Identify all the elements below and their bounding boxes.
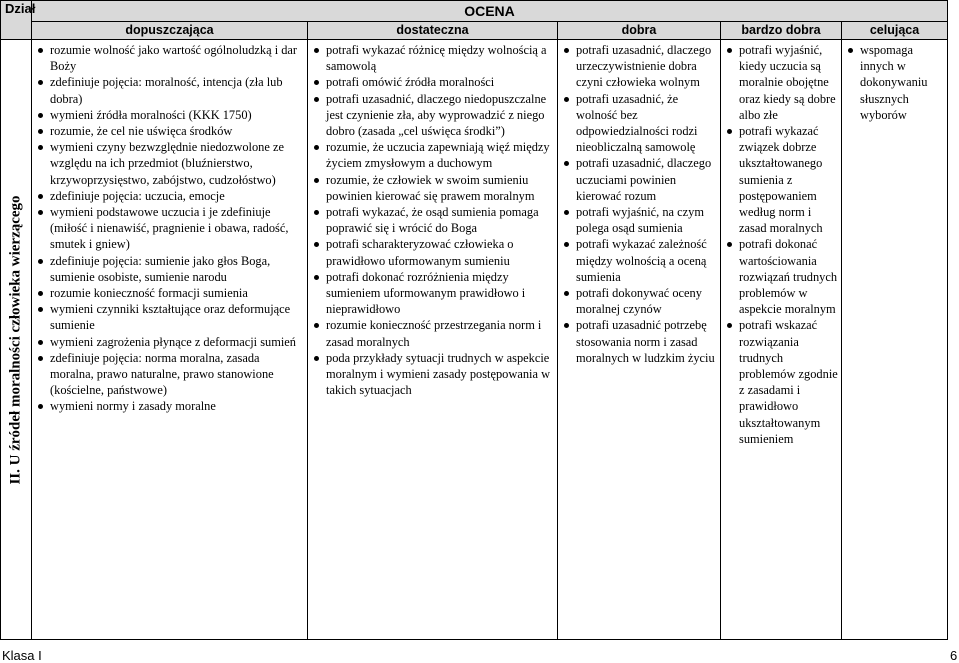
list-item: potrafi wykazać, że osąd sumienia pomaga poprawić się i wrócić do Boga bbox=[314, 204, 555, 236]
column-celujaca bbox=[842, 40, 948, 640]
list-item: potrafi uzasadnić potrzebę stosowania norm i zasad moralnych w ludzkim życiu bbox=[564, 317, 718, 366]
list-item: wymieni zagrożenia płynące z deformacji sumień bbox=[38, 334, 305, 350]
list-item: potrafi wykazać różnicę między wolnością a samowolą bbox=[314, 42, 555, 74]
list-item: potrafi wykazać związek dobrze ukształtowanego sumienia z postępowaniem według norm i zasad moralnych bbox=[727, 123, 839, 236]
list-dostateczna bbox=[308, 42, 557, 398]
column-dostateczna bbox=[308, 40, 558, 640]
section-title: II. U źródeł moralności człowieka wierzącego bbox=[7, 194, 24, 485]
footer-class-label: Klasa I bbox=[2, 648, 42, 663]
list-item: potrafi wyjaśnić, na czym polega osąd sumienia bbox=[564, 204, 718, 236]
list-item: potrafi wyjaśnić, kiedy uczucia są moralnie obojętne oraz kiedy są dobre albo złe bbox=[727, 42, 839, 123]
list-item: potrafi dokonać rozróżnienia między sumieniem uformowanym prawidłowo i nieprawidłowo bbox=[314, 269, 555, 318]
list-item: rozumie konieczność formacji sumienia bbox=[38, 285, 305, 301]
list-item: rozumie, że uczucia zapewniają więź między życiem zmysłowym a duchowym bbox=[314, 139, 555, 171]
column-dobra bbox=[558, 40, 721, 640]
dzial-header: Dział bbox=[1, 1, 32, 40]
list-item: zdefiniuje pojęcia: norma moralna, zasada moralna, prawo naturalne, prawo stanowione (kościelne, państwowe) bbox=[38, 350, 305, 399]
list-item: rozumie wolność jako wartość ogólnoludzką i dar Boży bbox=[38, 42, 305, 74]
section-cell bbox=[1, 40, 32, 640]
list-item: wymieni źródła moralności (KKK 1750) bbox=[38, 107, 305, 123]
list-bardzo-dobra bbox=[721, 42, 841, 447]
list-item: wymieni podstawowe uczucia i je zdefiniuje (miłość i nienawiść, pragnienie i obawa, radość, smutek i gniew) bbox=[38, 204, 305, 253]
list-item: wymieni czyny bezwzględnie niedozwolone ze względu na ich przedmiot (bluźnierstwo, krzywoprzysięstwo, zabójstwo, cudzołóstwo) bbox=[38, 139, 305, 188]
list-item: potrafi uzasadnić, dlaczego niedopuszczalne jest czynienie zła, aby wyprowadzić z niego dobro (zasada „cel uświęca środki”) bbox=[314, 91, 555, 140]
list-item: potrafi omówić źródła moralności bbox=[314, 74, 555, 90]
list-item: potrafi uzasadnić, dlaczego urzeczywistnienie dobra czyni człowieka wolnym bbox=[564, 42, 718, 91]
level-header-celujaca: celująca bbox=[842, 22, 948, 40]
column-dopuszczajaca bbox=[32, 40, 308, 640]
list-item: potrafi wykazać zależność między wolnością a oceną sumienia bbox=[564, 236, 718, 285]
ocena-header: OCENA bbox=[32, 1, 948, 22]
list-item: wspomaga innych w dokonywaniu słusznych wyborów bbox=[848, 42, 945, 123]
list-item: rozumie, że cel nie uświęca środków bbox=[38, 123, 305, 139]
level-header-bardzo-dobra: bardzo dobra bbox=[721, 22, 842, 40]
list-item: zdefiniuje pojęcia: sumienie jako głos Boga, sumienie osobiste, sumienie narodu bbox=[38, 253, 305, 285]
list-item: wymieni normy i zasady moralne bbox=[38, 398, 305, 414]
list-dopuszczajaca bbox=[32, 42, 307, 415]
level-header-dopuszczajaca: dopuszczająca bbox=[32, 22, 308, 40]
list-item: wymieni czynniki kształtujące oraz deformujące sumienie bbox=[38, 301, 305, 333]
page-number: 6 bbox=[950, 648, 958, 663]
list-item: potrafi dokonać wartościowania rozwiązań trudnych problemów w aspekcie moralnym bbox=[727, 236, 839, 317]
list-item: potrafi dokonywać oceny moralnej czynów bbox=[564, 285, 718, 317]
list-item: zdefiniuje pojęcia: uczucia, emocje bbox=[38, 188, 305, 204]
list-item: potrafi uzasadnić, dlaczego uczuciami powinien kierować rozum bbox=[564, 155, 718, 204]
list-item: potrafi wskazać rozwiązania trudnych problemów zgodnie z zasadami i prawidłowo ukształtowanym sumieniem bbox=[727, 317, 839, 447]
list-item: potrafi scharakteryzować człowieka o prawidłowo uformowanym sumieniu bbox=[314, 236, 555, 268]
list-item: potrafi uzasadnić, że wolność bez odpowiedzialności rodzi nieobliczalną samowolę bbox=[564, 91, 718, 156]
column-bardzo-dobra bbox=[721, 40, 842, 640]
level-header-dobra: dobra bbox=[558, 22, 721, 40]
level-header-dostateczna: dostateczna bbox=[308, 22, 558, 40]
list-item: rozumie konieczność przestrzegania norm i zasad moralnych bbox=[314, 317, 555, 349]
list-dobra bbox=[558, 42, 720, 366]
list-item: poda przykłady sytuacji trudnych w aspekcie moralnym i wymieni zasady postępowania w takich sytuacjach bbox=[314, 350, 555, 399]
list-celujaca bbox=[842, 42, 947, 123]
list-item: zdefiniuje pojęcia: moralność, intencja (zła lub dobra) bbox=[38, 74, 305, 106]
list-item: rozumie, że człowiek w swoim sumieniu powinien kierować się prawem moralnym bbox=[314, 172, 555, 204]
